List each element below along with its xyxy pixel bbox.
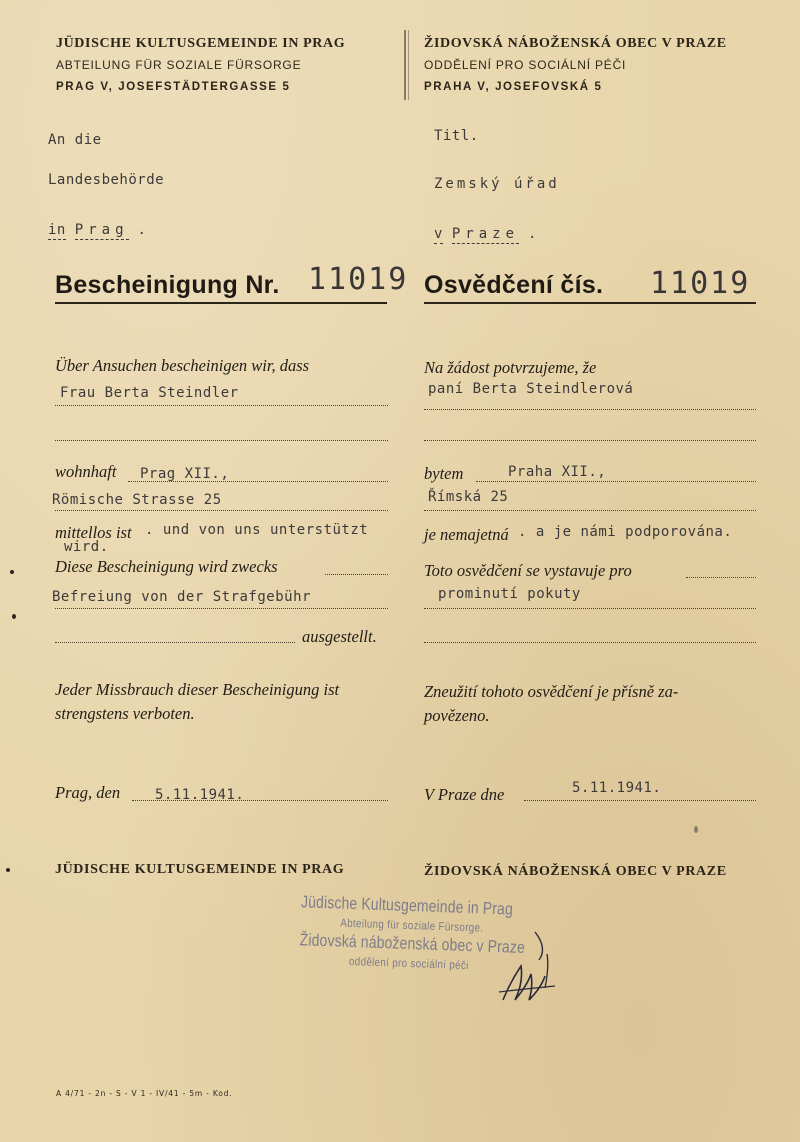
body-right-name: paní Berta Steindlerová xyxy=(428,381,634,397)
footer-left-org: JÜDISCHE KULTUSGEMEINDE IN PRAG xyxy=(55,862,345,877)
body-left-issued-line xyxy=(55,642,295,643)
body-left-date-line xyxy=(132,800,388,801)
body-left-purpose-label: Diese Bescheinigung wird zwecks xyxy=(55,557,278,576)
addressee-left-prefix: in xyxy=(48,222,66,238)
body-right-street-line xyxy=(424,510,756,511)
paper-speck xyxy=(6,868,10,872)
body-left-name-line xyxy=(55,405,388,406)
body-right-date-line xyxy=(524,800,756,801)
body-right-warning-line1: Zneužití tohoto osvědčení je přísně za- xyxy=(424,682,679,701)
title-left-rule xyxy=(55,302,387,304)
body-right-status-label: je nemajetná xyxy=(424,525,509,544)
addressee-right-suffix: . xyxy=(527,226,537,242)
addressee-left-line3 xyxy=(48,222,146,238)
header-left-dept: ABTEILUNG FÜR SOZIALE FÜRSORGE xyxy=(56,58,302,72)
paper-speck xyxy=(10,570,14,574)
handwritten-signature xyxy=(495,930,565,1010)
title-left-label: Bescheinigung Nr. xyxy=(55,271,280,299)
body-right-purpose-label-line xyxy=(686,577,756,578)
body-left-purpose: Befreiung von der Strafgebühr xyxy=(52,589,311,605)
stamp-line1: Jüdische Kultusgemeinde in Prag xyxy=(300,892,514,919)
paper-speck xyxy=(694,826,698,833)
addressee-right-line1: Titl. xyxy=(434,128,479,144)
body-left-residence-label: wohnhaft xyxy=(55,462,117,481)
body-left-date: 5.11.1941. xyxy=(155,787,245,803)
stamp-line2: Abteilung für soziale Fürsorge. xyxy=(340,917,484,935)
header-right-org: ŽIDOVSKÁ NÁBOŽENSKÁ OBEC V PRAZE xyxy=(424,36,727,51)
body-right-residence-city: Praha XII., xyxy=(508,464,607,480)
body-right-residence-label: bytem xyxy=(424,464,464,483)
body-left-warning-line2: strengstens verboten. xyxy=(55,704,195,723)
print-code: A 4/71 - 2n - S - V 1 - IV/41 - 5m - Kod. xyxy=(56,1089,233,1098)
body-right-status-typed: . a je námi podporována. xyxy=(518,524,733,540)
body-right-date: 5.11.1941. xyxy=(572,780,662,796)
body-left-status-typed-2: wird. xyxy=(64,539,109,555)
title-right-number: 11019 xyxy=(650,266,751,301)
body-left-street-line xyxy=(55,510,388,511)
stamp-line3: Židovská náboženská obec v Praze xyxy=(299,930,526,958)
body-right-blank-line xyxy=(424,440,756,441)
header-right-address: PRAHA V, JOSEFOVSKÁ 5 xyxy=(424,81,603,93)
body-right-name-line xyxy=(424,409,756,410)
addressee-right-line3 xyxy=(434,226,537,242)
body-right-residence-street: Římská 25 xyxy=(428,489,509,505)
body-left-blank-line xyxy=(55,440,388,441)
paper-speck xyxy=(12,614,16,619)
addressee-left-line2: Landesbehörde xyxy=(48,172,165,188)
addressee-right-line2: Zemský úřad xyxy=(434,176,560,192)
body-left-warning-line1: Jeder Missbrauch dieser Bescheinigung ist xyxy=(55,680,340,699)
addressee-left-city: Prag xyxy=(74,222,129,238)
body-left-purpose-line xyxy=(55,608,388,609)
body-left-status-label: mittellos ist xyxy=(55,523,132,542)
header-divider xyxy=(404,30,406,100)
header-right-dept: ODDĚLENÍ PRO SOCIÁLNÍ PÉČI xyxy=(424,58,627,72)
addressee-left-line1: An die xyxy=(48,132,102,148)
header-divider-secondary xyxy=(408,30,409,100)
body-left-residence-city: Prag XII., xyxy=(140,466,230,482)
addressee-right-city: Praze xyxy=(451,226,520,242)
body-right-purpose-line xyxy=(424,608,756,609)
body-right-issued-line xyxy=(424,642,756,643)
body-right-date-label: V Praze dne xyxy=(424,785,505,804)
title-right-label: Osvědčení čís. xyxy=(424,271,604,299)
header-left-address: PRAG V, JOSEFSTÄDTERGASSE 5 xyxy=(56,81,291,93)
body-right-intro: Na žádost potvrzujeme, že xyxy=(424,358,597,377)
title-right-rule xyxy=(424,302,756,304)
body-left-status-typed: . und von uns unterstützt xyxy=(145,522,369,538)
addressee-left-suffix: . xyxy=(137,222,147,238)
body-left-residence-street: Römische Strasse 25 xyxy=(52,492,222,508)
body-left-intro: Über Ansuchen bescheinigen wir, dass xyxy=(55,356,310,375)
body-right-purpose-label: Toto osvědčení se vystavuje pro xyxy=(424,561,632,580)
stamp-line4: oddělení pro sociální péči xyxy=(348,955,469,973)
body-left-date-label: Prag, den xyxy=(55,783,121,802)
body-left-purpose-label-line xyxy=(325,574,388,575)
footer-right-org: ŽIDOVSKÁ NÁBOŽENSKÁ OBEC V PRAZE xyxy=(424,864,727,879)
title-left-number: 11019 xyxy=(308,262,409,297)
body-right-residence-line xyxy=(476,481,756,482)
body-right-warning-line2: povězeno. xyxy=(424,706,490,725)
body-left-issued-label: ausgestellt. xyxy=(302,627,377,646)
body-left-residence-line xyxy=(128,481,388,482)
body-right-purpose: prominutí pokuty xyxy=(438,586,581,602)
header-left-org: JÜDISCHE KULTUSGEMEINDE IN PRAG xyxy=(56,36,346,51)
body-left-name: Frau Berta Steindler xyxy=(60,385,239,401)
addressee-right-prefix: v xyxy=(434,226,443,242)
